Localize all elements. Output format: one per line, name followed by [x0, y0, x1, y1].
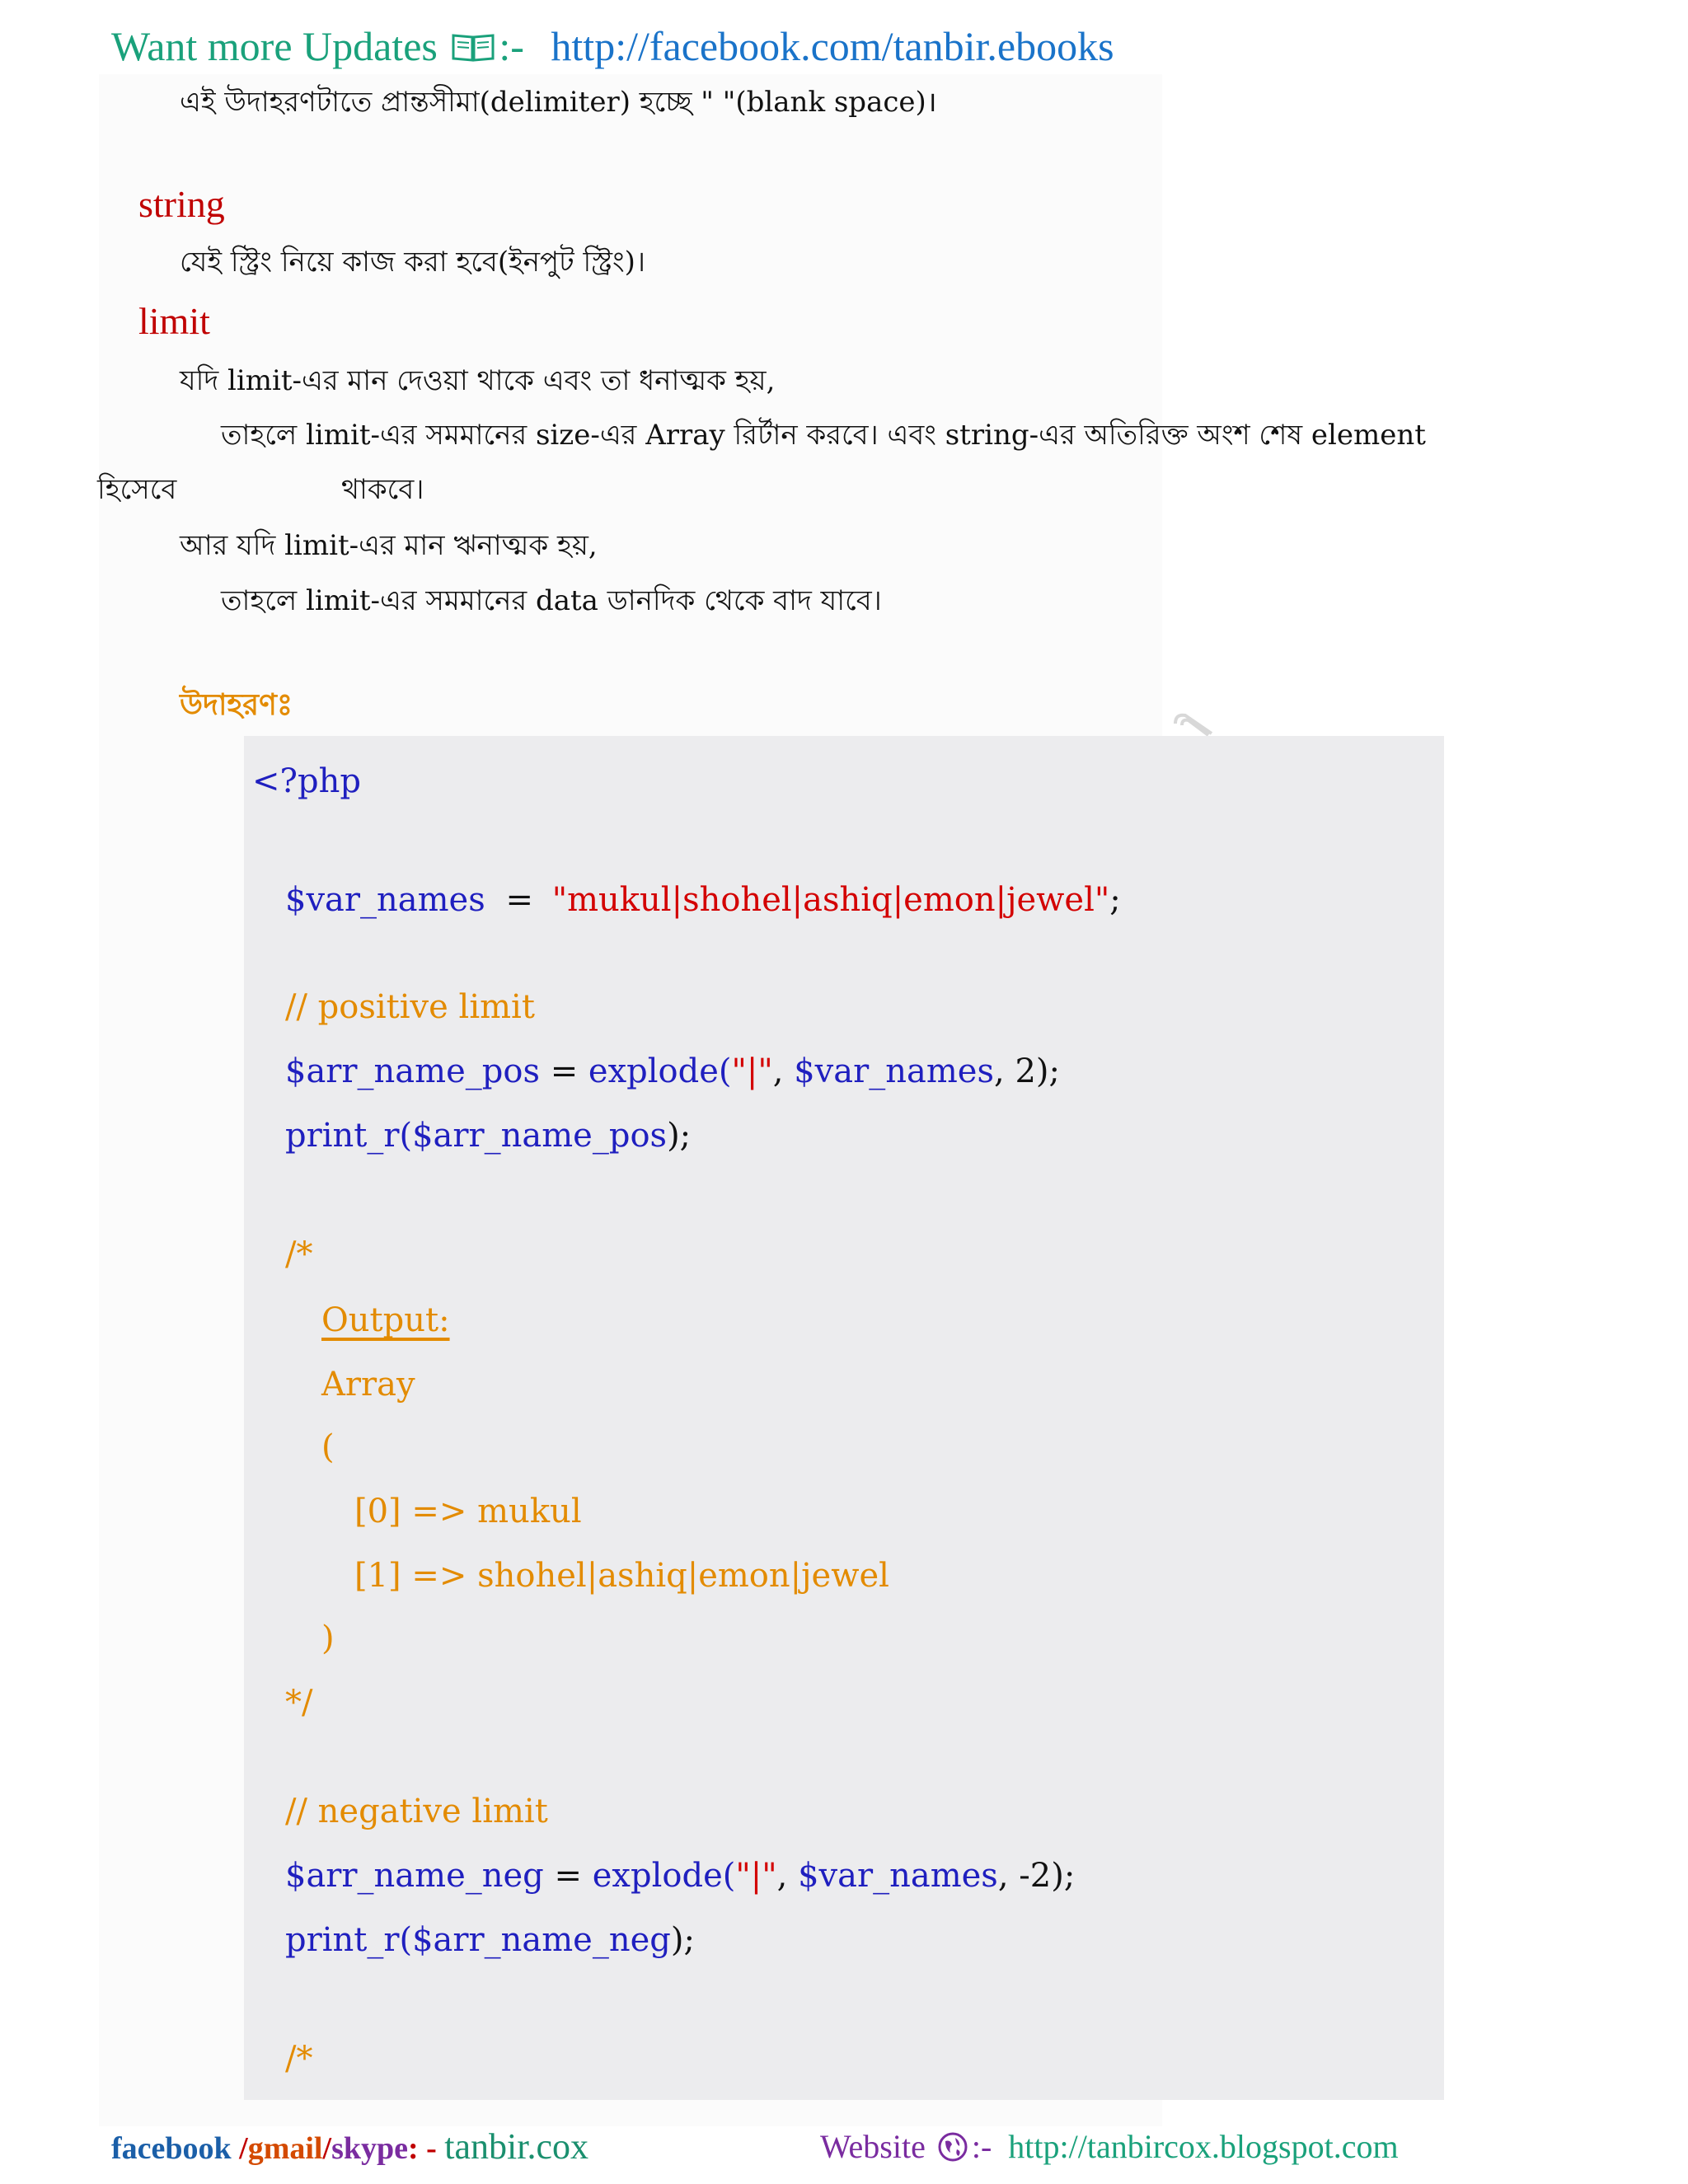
website-link[interactable]: http://tanbircox.blogspot.com [1008, 2128, 1399, 2165]
pipe-delimiter-string: "|" [731, 1052, 773, 1090]
negative-limit-argument: -2); [1019, 1857, 1076, 1895]
php-open-tag [252, 757, 361, 806]
close-paren: ); [670, 1921, 695, 1959]
block-comment-open-2: /* [285, 2040, 313, 2078]
pipe-delimiter-string: "|" [735, 1857, 777, 1895]
output-array-word: Array [321, 1366, 415, 1404]
output-paren-open: ( [321, 1428, 335, 1466]
book-icon [451, 21, 495, 54]
code-line-print-negative [285, 1915, 695, 1965]
top-banner [111, 18, 1114, 74]
limit-positive-result: তাহলে limit-এর সমমানের size-এর Array রির্টান করবে। এবং string-এর অতিরিক্ত অংশ শেষ element [221, 419, 1426, 452]
close-paren: ); [667, 1117, 692, 1155]
php-open-tag-text: <?php [252, 762, 361, 800]
comma: , [994, 1052, 1005, 1090]
example-heading: উদাহরণঃ [180, 688, 293, 722]
footer-handle: tanbir.cox [444, 2126, 589, 2167]
delimiter-description: এই উদাহরণটাতে প্রান্তসীমা(delimiter) হচ্ছে " "(blank space)। [180, 86, 937, 119]
limit-positive-condition: যদি limit-এর মান দেওয়া থাকে এবং তা ধনাত্মক হয়, [180, 364, 776, 397]
website-label: Website [820, 2128, 926, 2165]
comma: , [772, 1052, 784, 1090]
globe-icon [937, 2127, 968, 2158]
footer-slash: / [239, 2131, 248, 2166]
website-separator: :- [971, 2128, 992, 2165]
comment-negative-limit: // negative limit [285, 1793, 548, 1830]
var-names-argument: $var_names [798, 1857, 998, 1895]
block-comment-open: /* [285, 1235, 313, 1273]
footer-contact [111, 2122, 588, 2173]
output-label: Output: [321, 1301, 450, 1339]
neg-variable-argument: $arr_name_neg [412, 1921, 671, 1959]
output-item-0: [0] => mukul [354, 1493, 582, 1530]
print-r-function: print_r( [285, 1117, 413, 1155]
output-paren-close: ) [321, 1619, 335, 1657]
comma: , [997, 1857, 1009, 1895]
var-names-variable: $var_names [285, 881, 485, 919]
limit-positive-result-word: হিসেবে [97, 473, 177, 506]
string-heading: string [138, 183, 225, 225]
comment-positive-limit: // positive limit [285, 988, 535, 1026]
limit-negative-condition: আর যদি limit-এর মান ঋনাত্মক হয়, [180, 529, 598, 562]
var-names-string: "mukul|shohel|ashiq|emon|jewel" [551, 881, 1110, 919]
semicolon: ; [1109, 881, 1121, 919]
assign-operator: = [550, 1052, 579, 1090]
footer-skype: skype [331, 2131, 408, 2166]
limit-positive-result-end: থাকবে। [341, 473, 424, 506]
explode-function: explode( [588, 1052, 732, 1090]
footer-slash: / [322, 2131, 332, 2166]
facebook-link[interactable]: http://facebook.com/tanbir.ebooks [551, 23, 1114, 69]
footer-gmail: gmail [247, 2131, 323, 2166]
footer-colon: : - [407, 2131, 437, 2166]
string-description: যেই স্ট্রিং নিয়ে কাজ করা হবে(ইনপুট স্ট্রিং)। [180, 246, 646, 279]
banner-separator: :- [499, 23, 524, 69]
code-line-var-names [285, 875, 1121, 925]
output-item-1: [1] => shohel|ashiq|emon|jewel [354, 1557, 889, 1595]
assign-operator: = [554, 1857, 583, 1895]
pos-variable: $arr_name_pos [285, 1052, 540, 1090]
limit-negative-result: তাহলে limit-এর সমমানের data ডানদিক থেকে বাদ যাবে। [221, 584, 882, 617]
neg-variable: $arr_name_neg [285, 1857, 544, 1895]
footer-website [820, 2122, 1399, 2172]
explode-function: explode( [592, 1857, 736, 1895]
footer-facebook: facebook [111, 2131, 232, 2166]
print-r-function: print_r( [285, 1921, 413, 1959]
comma: , [776, 1857, 788, 1895]
code-line-explode-positive [285, 1047, 1060, 1096]
assign-operator: = [505, 881, 533, 919]
limit-heading: limit [138, 300, 210, 342]
code-line-explode-negative [285, 1851, 1075, 1900]
var-names-argument: $var_names [794, 1052, 994, 1090]
code-line-print-positive [285, 1111, 691, 1160]
block-comment-close: */ [285, 1684, 313, 1722]
pos-variable-argument: $arr_name_pos [412, 1117, 668, 1155]
banner-label: Want more Updates [111, 23, 438, 69]
positive-limit-argument: 2); [1015, 1052, 1060, 1090]
